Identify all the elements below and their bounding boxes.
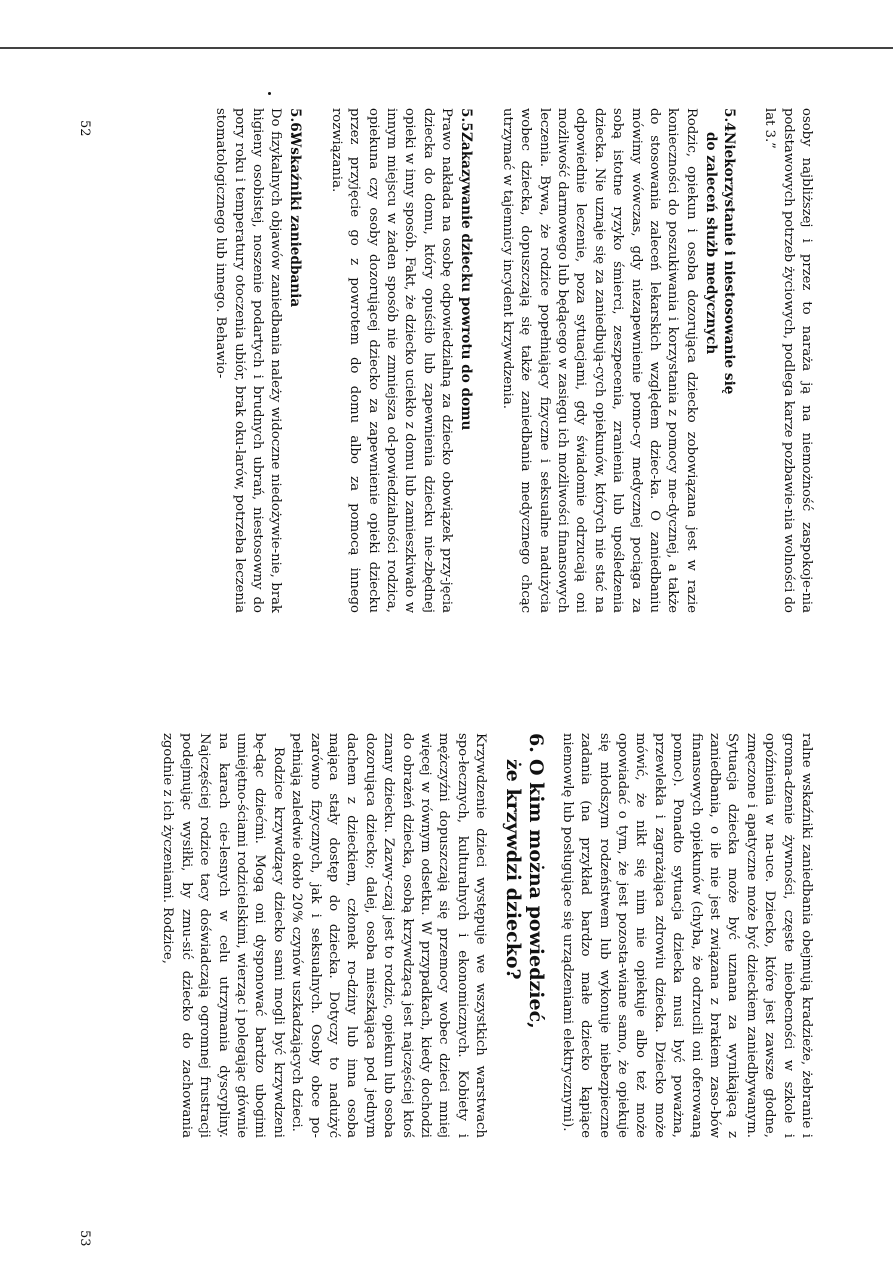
- chapter-6-heading: [501, 733, 547, 1138]
- chapter-title: O kim można powiedzieć,: [525, 759, 548, 1029]
- left-page-column: [110, 108, 815, 613]
- section-title: Zakazywanie dziecku powrotu do domu: [458, 132, 475, 431]
- scan-speck: [268, 92, 271, 95]
- section-number: 5.4.: [720, 108, 737, 137]
- right-intro-paragraph: ralne wskaźniki zaniedbania obejmują kradzieże, żebranie i groma-dzenie żywności, częste nieobecności w szkole i opóźnienia w na-uce. Dziecko, które jest zawsze głodne, zmęczone i apatyczne może być dzieckiem zaniedbywanym. Sytuacja dziecka może być uznana za wynikającą z zaniedbania, o ile nie jest związana z brakiem zaso-bów finansowych opiekunów (chyba, że odrzucili oni oferowaną pomoc). Ponadto sytuacja dziecka musi być poważna, przewlekła i zagrażająca zdrowiu dziecka. Dziecko może mówić, że nikt się nim nie opiekuje albo też może opowiadać o tym, że jest pozosta-wiane samo, że opiekuje się młodszym rodzeństwem lub wykonuje niebezpieczne zadania (na przykład bardzo małe dziecko kąpiące niemowlę lub posługujące się urządzeniami elektrycznymi).: [559, 733, 814, 1138]
- chapter-6-paragraph-1: Krzywdzenie dzieci występuje we wszystkich warstwach spo-łecznych, kulturalnych i ekonomicznych. Kobiety i mężczyźni dopuszczają się przemocy wobec dzieci mniej więcej w równym odsetku. W przypadkach, kiedy dochodzi do obrażeń dziecka, osobą krzywdzącą jest najczęściej ktoś znany dziecku. Zazwy-czaj jest to rodzic, opiekun lub osoba dozorująca dziecko; dalej, osoba mieszkająca pod jednym dachem z dzieckiem, członek ro-dziny lub inna osoba mająca stały dostęp do dziecka. Dotyczy to nadużyć zarówno fizycznych, jak i seksualnych. Osoby obce po-pełniają zaledwie około 20% czynów uszkadzających dzieci.: [289, 733, 489, 1138]
- section-5-4-heading: [702, 108, 738, 613]
- chapter-6-paragraph-2: Rodzice krzywdzący dziecko sami mogli być krzywdzeni bę-dąc dziećmi. Mogą oni dysponować bardzo ubogimi umiejętno-ściami rodzicielskimi, wierząc i polegając głównie na karach cie-lesnych w celu utrzymania dyscypliny. Najczęściej rodzice tacy doświadczają ogromnej frustracji podejmując wysiłki, by zmu-sić dziecko do zachowania zgodnie z ich życzeniami. Rodzice,: [160, 733, 286, 1138]
- chapter-number: 6.: [525, 733, 548, 753]
- section-5-5-paragraph: Prawo nakłada na osobę odpowiedzialną za dziecko obowiązek przy-jęcia dziecka do domu, który opuściło lub zapewnienia dziecku nie-zbędnej opieki w inny sposób. Fakt, że dziecko uciekło z domu lub zamieszkiwało w innym miejscu w żaden sposób nie zmniejsza od-powiedzialności rodzica, opiekuna czy osoby dozorującej dziecko za zapewnienie opieki dziecku przez przyjęcie go z powrotem do domu albo za pomocą innego rozwiązania.: [328, 108, 455, 613]
- section-5-6-paragraph: Do fizykalnych objawów zaniedbania należy widoczne niedożywie-nie, brak higieny osobistej, noszenie podartych i brudnych ubrań, niestosowny do pory roku i temperatury otoczenia ubiór, brak oku-larów, potrzeba leczenia stomatologicznego lub innego. Behawio-: [213, 108, 284, 613]
- section-title: Wskaźniki zaniedbania: [287, 132, 304, 308]
- section-number: 5.5.: [458, 108, 475, 137]
- section-title-continued: do zaleceń służb medycznych: [702, 132, 719, 355]
- section-5-4-paragraph: Rodzic, opiekun i osoba dozorująca dziecko zobowiązana jest w razie konieczności do poszukiwania i korzystania z pomocy me-dycznej, a także do stosowania zaleceń lekarskich względem dziec-ka. O zaniedbaniu mówimy wówczas, gdy niezapewnienie pomo-cy medycznej pociąga za sobą istotne ryzyko śmierci, zeszpecenia, zranienia lub upośledzenia dziecka. Nie uznaje się za zaniedbują-cych opiekunów, których nie stać na odpowiednie leczenie, poza sytuacjami, gdy świadomie odrzucają oni możliwość darmowego lub będącego w zasięgu ich możliwości finansowych leczenia. Bywa, że rodzice popełniający fizyczne i seksualne nadużycia wobec dziecka, dopuszczają się także zaniedbania medycznego chcąc utrzymać w tajemnicy incydent krzywdzenia.: [499, 108, 699, 613]
- page-number-right: 53: [77, 1230, 92, 1247]
- scan-edge-rule: [0, 47, 893, 49]
- section-5-6-heading: [286, 108, 304, 613]
- section-title: Niekorzystanie i niestosowanie się: [720, 132, 737, 395]
- chapter-title-continued: że krzywdzi dziecko?: [502, 759, 525, 980]
- page-number-left: 52: [77, 120, 92, 137]
- right-page-column: [110, 733, 815, 1138]
- section-5-5-heading: [457, 108, 475, 613]
- section-number: 5.6.: [287, 108, 304, 137]
- left-intro-paragraph: osoby najbliższej i przez to naraża ją na niemożność zaspokoje-nia podstawowych potrzeb życiowych, podlega karze pozbawie-nia wolności do lat 3.”: [762, 108, 814, 613]
